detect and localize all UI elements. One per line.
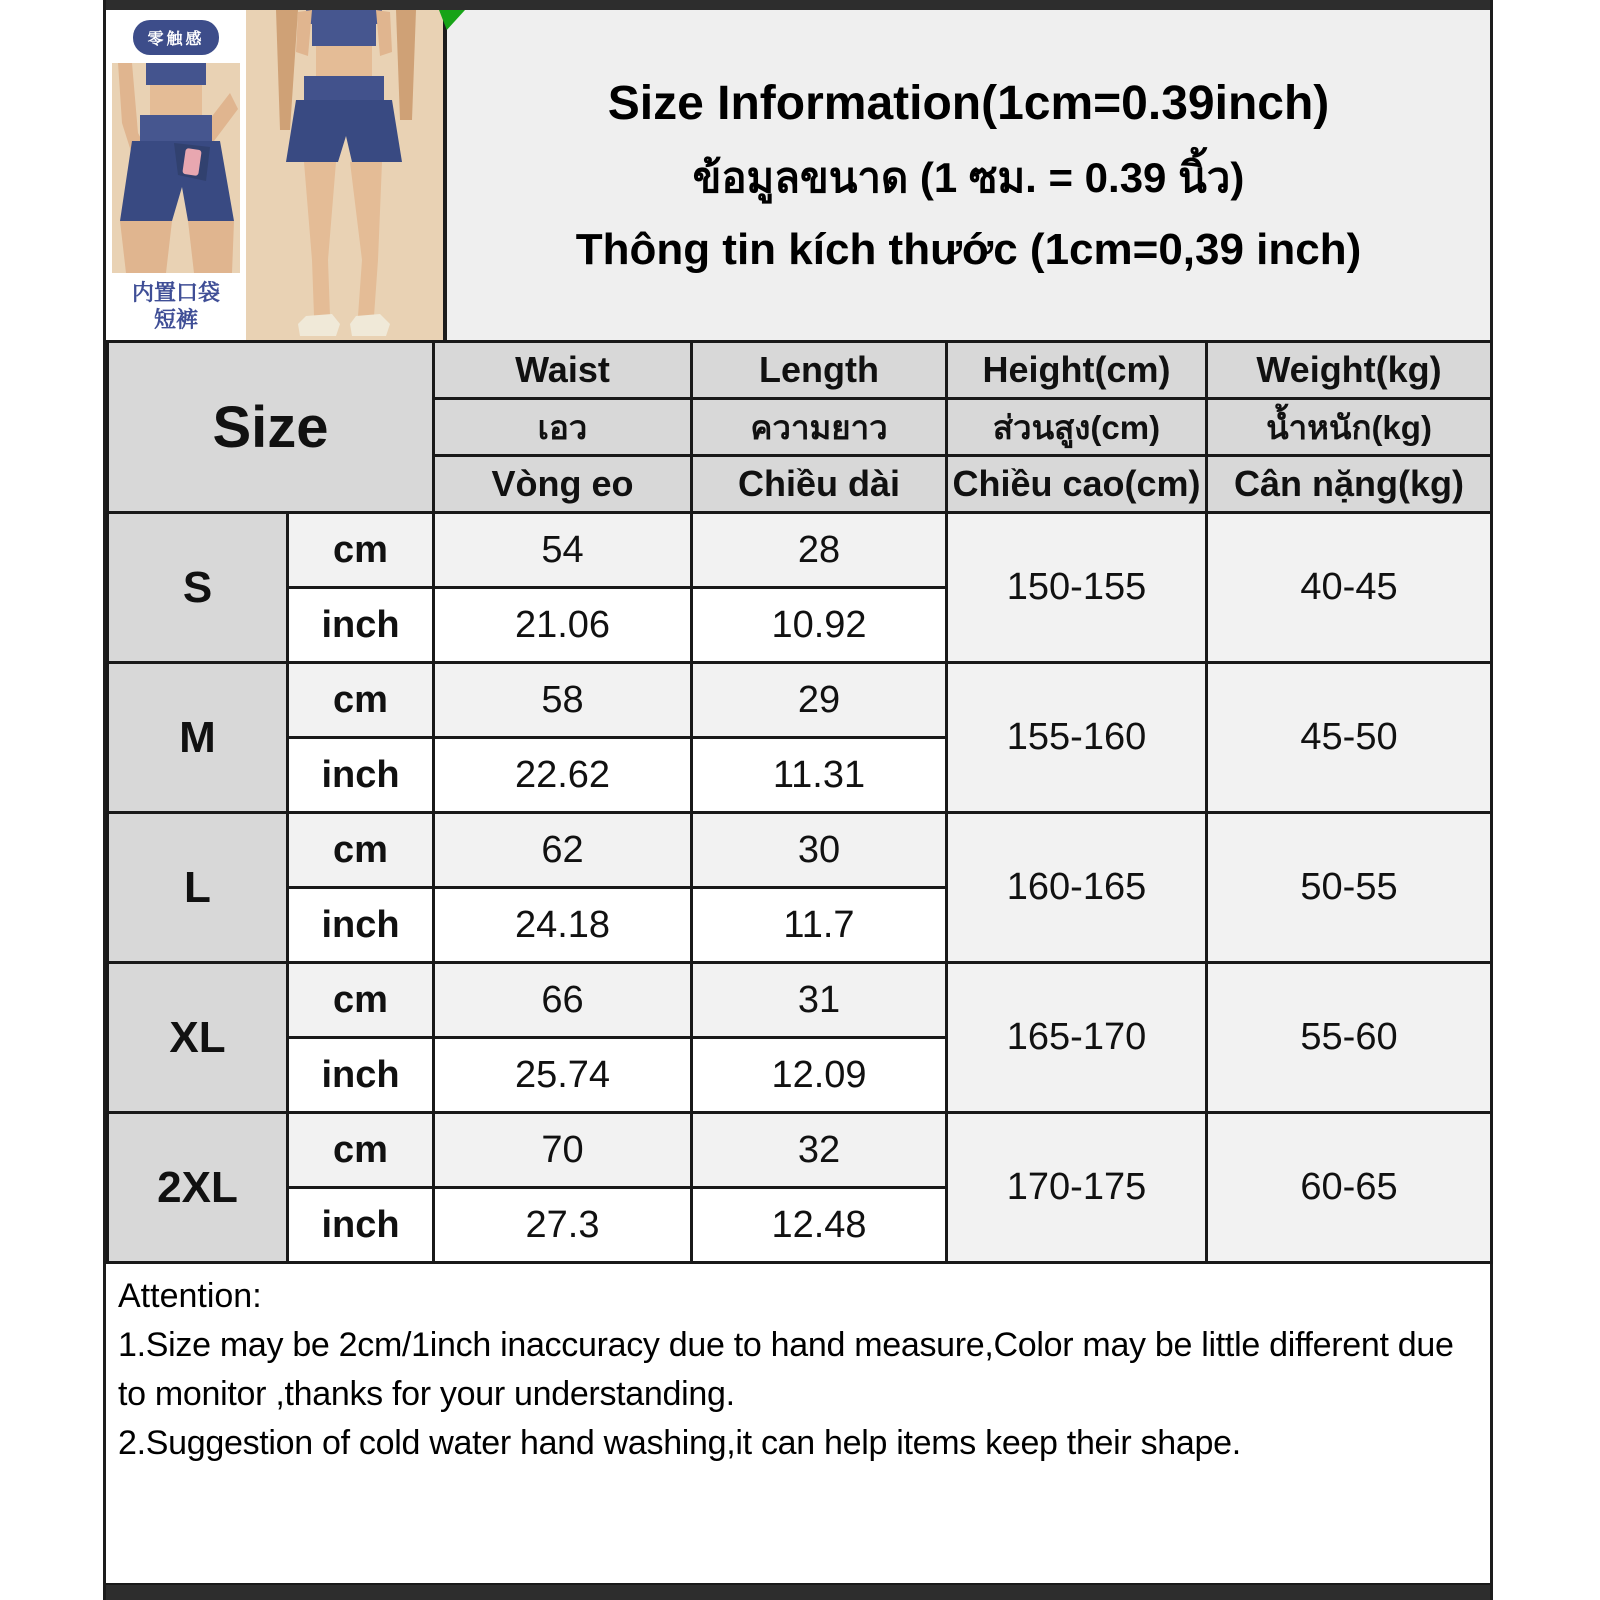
header-height-vi: Chiều cao(cm) [947, 456, 1207, 513]
attention-note-1: 1.Size may be 2cm/1inch inaccuracy due to hand measure,Color may be little different due to monitor ,thanks for your understanding. [118, 1326, 1454, 1413]
cell-l-length-inch: 11.7 [692, 888, 947, 963]
header-weight-vi: Cân nặng(kg) [1207, 456, 1492, 513]
cell-l-waist-cm: 62 [434, 813, 692, 888]
unit-cm: cm [288, 1113, 434, 1188]
unit-cm: cm [288, 513, 434, 588]
header-height-th: ส่วนสูง(cm) [947, 399, 1207, 456]
table-corner-size-label: Size [108, 342, 434, 513]
cell-2xl-weight: 60-65 [1207, 1113, 1492, 1263]
unit-inch: inch [288, 588, 434, 663]
header-length-th: ความยาว [692, 399, 947, 456]
cell-s-length-inch: 10.92 [692, 588, 947, 663]
product-photo-closeup [112, 63, 240, 273]
header-height-en: Height(cm) [947, 342, 1207, 399]
cell-m-length-inch: 11.31 [692, 738, 947, 813]
top-border-bar [106, 0, 1490, 10]
cell-m-waist-cm: 58 [434, 663, 692, 738]
unit-cm: cm [288, 963, 434, 1038]
unit-inch: inch [288, 888, 434, 963]
cell-l-height: 160-165 [947, 813, 1207, 963]
size-label-l: L [108, 813, 288, 963]
cell-2xl-waist-cm: 70 [434, 1113, 692, 1188]
title-vietnamese: Thông tin kích thước (1cm=0,39 inch) [575, 224, 1362, 274]
size-table [106, 340, 1493, 1264]
cell-s-waist-inch: 21.06 [434, 588, 692, 663]
model-illustration [246, 10, 443, 340]
size-label-s: S [108, 513, 288, 663]
unit-inch: inch [288, 1038, 434, 1113]
cell-l-length-cm: 30 [692, 813, 947, 888]
cell-xl-length-inch: 12.09 [692, 1038, 947, 1113]
cell-l-weight: 50-55 [1207, 813, 1492, 963]
content-frame [103, 0, 1493, 1600]
header-length-en: Length [692, 342, 947, 399]
attention-heading: Attention: [118, 1277, 262, 1315]
cell-s-length-cm: 28 [692, 513, 947, 588]
header-waist-vi: Vòng eo [434, 456, 692, 513]
product-caption [132, 279, 220, 333]
title-english: Size Information(1cm=0.39inch) [607, 76, 1330, 130]
header-weight-en: Weight(kg) [1207, 342, 1492, 399]
product-photo-model [246, 10, 443, 340]
cell-l-waist-inch: 24.18 [434, 888, 692, 963]
cell-2xl-height: 170-175 [947, 1113, 1207, 1263]
caption-line-1: 内置口袋 [131, 280, 220, 305]
cell-xl-waist-inch: 25.74 [434, 1038, 692, 1113]
unit-inch: inch [288, 1188, 434, 1263]
cell-m-waist-inch: 22.62 [434, 738, 692, 813]
size-label-xl: XL [108, 963, 288, 1113]
cell-s-height: 150-155 [947, 513, 1207, 663]
cell-2xl-length-cm: 32 [692, 1113, 947, 1188]
cell-xl-height: 165-170 [947, 963, 1207, 1113]
cell-2xl-waist-inch: 27.3 [434, 1188, 692, 1263]
bottom-border-bar [106, 1585, 1490, 1600]
cell-s-waist-cm: 54 [434, 513, 692, 588]
title-thai: ข้อมูลขนาด (1 ซม. = 0.39 นิ้ว) [692, 153, 1245, 201]
cell-m-weight: 45-50 [1207, 663, 1492, 813]
cell-xl-waist-cm: 66 [434, 963, 692, 1038]
size-label-2xl: 2XL [108, 1113, 288, 1263]
header-weight-th: น้ำหนัก(kg) [1207, 399, 1492, 456]
hero-section [106, 10, 1490, 340]
cell-m-height: 155-160 [947, 663, 1207, 813]
size-label-m: M [108, 663, 288, 813]
header-waist-th: เอว [434, 399, 692, 456]
unit-cm: cm [288, 813, 434, 888]
product-badge: 零触感 [133, 20, 218, 55]
closeup-shorts-illustration [112, 63, 240, 273]
unit-inch: inch [288, 738, 434, 813]
cell-xl-weight: 55-60 [1207, 963, 1492, 1113]
cell-m-length-cm: 29 [692, 663, 947, 738]
caption-line-2: 短裤 [153, 307, 198, 332]
attention-notes [106, 1264, 1490, 1586]
header-length-vi: Chiều dài [692, 456, 947, 513]
cell-2xl-length-inch: 12.48 [692, 1188, 947, 1263]
cell-xl-length-cm: 31 [692, 963, 947, 1038]
unit-cm: cm [288, 663, 434, 738]
product-photo-card [106, 10, 246, 340]
header-waist-en: Waist [434, 342, 692, 399]
title-panel [443, 10, 1490, 340]
cell-s-weight: 40-45 [1207, 513, 1492, 663]
attention-note-2: 2.Suggestion of cold water hand washing,it can help items keep their shape. [118, 1424, 1241, 1462]
